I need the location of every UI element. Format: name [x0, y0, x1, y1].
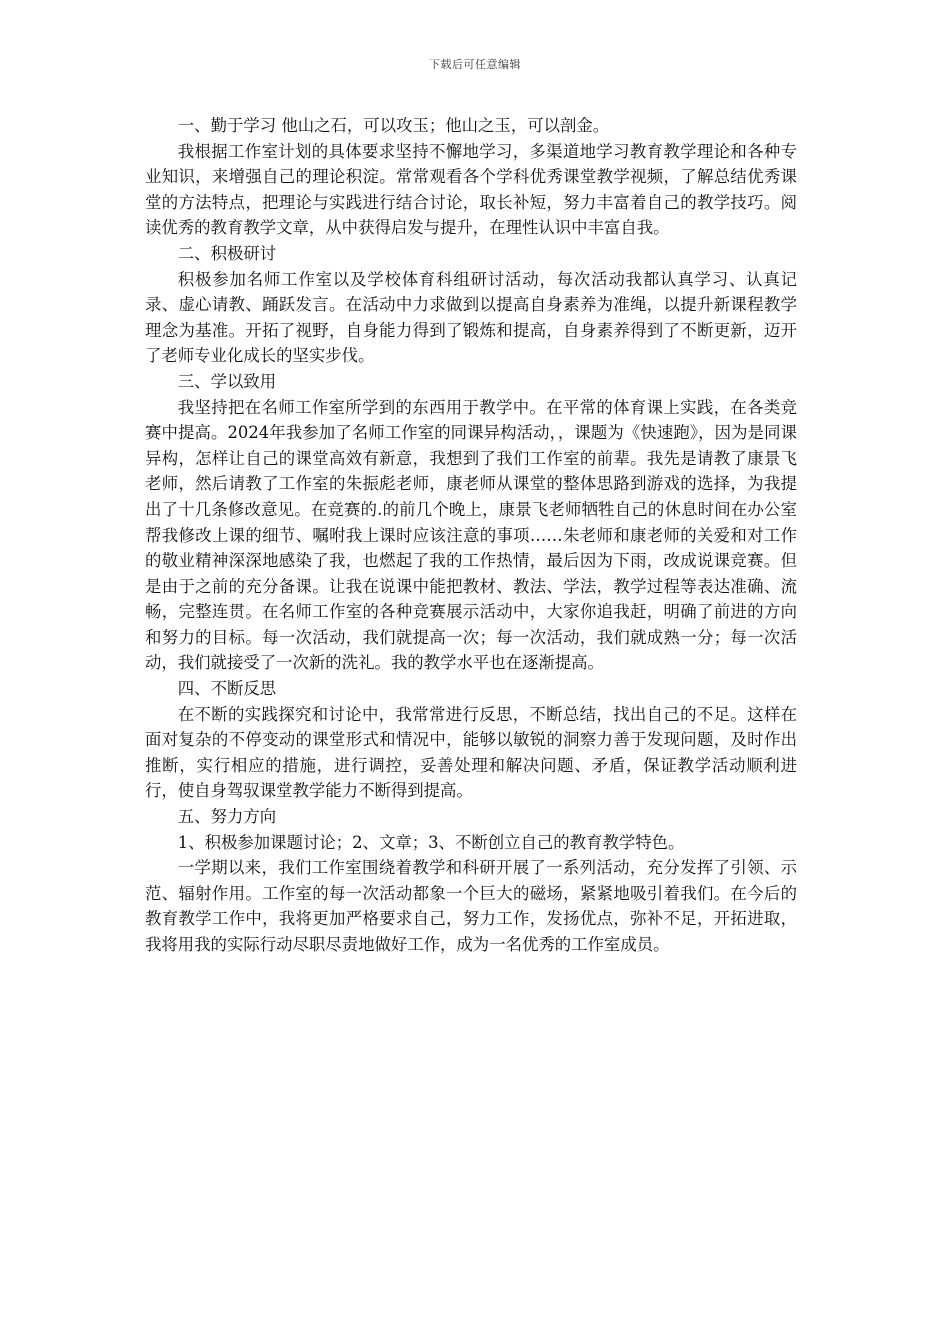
- paragraph-study: 我根据工作室计划的具体要求坚持不懈地学习，多渠道地学习教育教学理论和各种专业知识，来增强自己的理论积淀。常常观看各个学科优秀课堂教学视频，了解总结优秀课堂的方法特点，把理论与实践进行结合讨论，取长补短，努力丰富着自己的教学技巧。阅读优秀的教育教学文章，从中获得启发与提升，在理性认识中丰富自我。: [145, 141, 797, 238]
- paragraph-reflection: 在不断的实践探究和讨论中，我常常进行反思，不断总结，找出自己的不足。这样在面对复杂的不停变动的课堂形式和情况中，能够以敏锐的洞察力善于发现问题，及时作出推断，实行相应的措施，进行调控，妥善处理和解决问题、矛盾，保证教学活动顺利进行，使自身驾驭课堂教学能力不断得到提高。: [145, 704, 797, 801]
- section-heading-direction: 五、努力方向: [177, 807, 277, 827]
- paragraph-application: 我坚持把在名师工作室所学到的东西用于教学中。在平常的体育课上实践，在各类竞赛中提高。2024年我参加了名师工作室的同课异构活动，，课题为《快速跑》，因为是同课异构，怎样让自己的课堂高效有新意，我想到了我们工作室的前辈。我先是请教了康景飞老师，然后请教了工作室的朱振彪老师，康老师从课堂的整体思路到游戏的选择，为我提出了十几条修改意见。在竞赛的.的前几个晚上，康景飞老师牺牲自己的休息时间在办公室帮我修改上课的细节、嘱咐我上课时应该注意的事项……朱老师和康老师的关爱和对工作的敬业精神深深地感染了我，也燃起了我的工作热情，最后因为下雨，改成说课竞赛。但是由于之前的充分备课。让我在说课中能把教材、教法、学法，教学过程等表达准确、流畅，完整连贯。在名师工作室的各种竞赛展示活动中，大家你追我赶，明确了前进的方向和努力的目标。每一次活动，我们就提高一次；每一次活动，我们就成熟一分；每一次活动，我们就接受了一次新的洗礼。我的教学水平也在逐渐提高。: [145, 397, 797, 673]
- paragraph-direction-items: 1、积极参加课题讨论；2、文章；3、不断创立自己的教育教学特色。: [177, 832, 685, 852]
- paragraph-research: 积极参加名师工作室以及学校体育科组研讨活动，每次活动我都认真学习、认真记录、虚心请教、踊跃发言。在活动中力求做到以提高自身素养为准绳，以提升新课程教学理念为基准。开拓了视野，自身能力得到了锻炼和提高，自身素养得到了不断更新，迈开了老师专业化成长的坚实步伐。: [145, 269, 797, 366]
- section-heading-application: 三、学以致用: [177, 371, 277, 391]
- document-body: [145, 113, 797, 958]
- section-heading-study: 一、勤于学习 他山之石，可以攻玉；他山之玉，可以剖金。: [177, 116, 610, 135]
- page-header: 下载后可任意编辑: [429, 58, 521, 71]
- paragraph-conclusion: 一学期以来，我们工作室围绕着教学和科研开展了一系列活动，充分发挥了引领、示范、辐射作用。工作室的每一次活动都象一个巨大的磁场，紧紧地吸引着我们。在今后的教育教学工作中，我将更加严格要求自己，努力工作，发扬优点，弥补不足，开拓进取，我将用我的实际行动尽职尽责地做好工作，成为一名优秀的工作室成员。: [145, 858, 797, 954]
- section-heading-research: 二、积极研讨: [177, 243, 277, 263]
- section-heading-reflection: 四、不断反思: [177, 679, 277, 699]
